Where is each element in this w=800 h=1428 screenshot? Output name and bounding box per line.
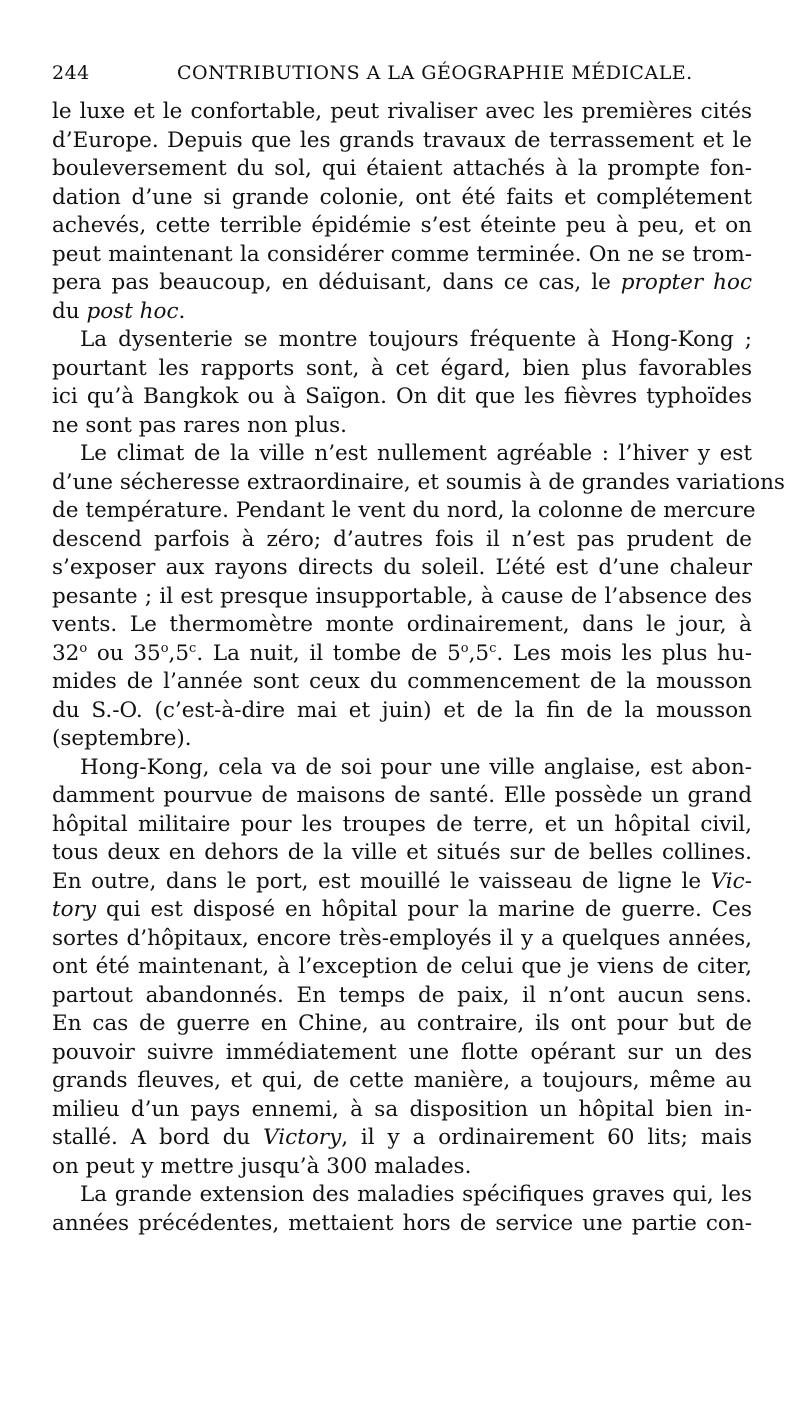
text-line xyxy=(52,782,752,811)
text-line xyxy=(52,953,752,982)
superscript: c xyxy=(189,640,197,656)
text-line xyxy=(52,383,752,412)
superscript: o xyxy=(79,640,88,656)
text-segment: Hong-Kong, cela va de soi pour une ville anglaise, est abon- xyxy=(80,754,752,780)
text-segment: milieu d’un pays ennemi, à sa disposition un hôpital bien in- xyxy=(52,1096,752,1122)
text-line xyxy=(52,1153,752,1182)
text-segment: grands fleuves, et qui, de cette manière, a toujours, même au xyxy=(52,1068,752,1093)
text-segment: partout abandonnés. En temps de paix, il n’ont aucun sens. xyxy=(52,982,752,1008)
text-segment: En cas de guerre en Chine, au contraire, ils ont pour but de xyxy=(52,1011,752,1036)
text-line xyxy=(52,184,752,213)
text-line xyxy=(52,269,752,298)
running-header xyxy=(52,62,747,92)
text-line xyxy=(52,1181,752,1210)
text-segment: bouleversement du sol, qui étaient attachés à la prompte fon- xyxy=(52,156,752,181)
superscript: c xyxy=(489,640,497,656)
text-line xyxy=(52,1096,752,1125)
italic-text: post hoc xyxy=(86,298,179,324)
text-segment: pera pas beaucoup, en déduisant, dans ce cas, le xyxy=(52,270,621,295)
text-line xyxy=(52,982,752,1011)
text-segment: du xyxy=(52,298,87,324)
superscript: o xyxy=(160,640,169,656)
italic-text: Victory xyxy=(263,1125,342,1150)
text-line xyxy=(52,98,752,127)
text-line xyxy=(52,611,752,640)
text-segment: Le climat de la ville n’est nullement agréable : l’hiver y est xyxy=(80,441,752,466)
text-line xyxy=(52,583,752,612)
text-segment: ou 35 xyxy=(87,640,161,666)
text-segment: d’Europe. Depuis que les grands travaux de terrassement et le xyxy=(52,127,752,153)
text-segment: , il y a ordinairement 60 lits; mais xyxy=(341,1125,752,1150)
text-line xyxy=(52,868,752,897)
text-line xyxy=(52,1010,752,1039)
text-segment: du S.-O. (c’est-à-dire mai et juin) et de la fin de la mousson xyxy=(52,697,752,723)
text-line xyxy=(52,668,752,697)
text-line xyxy=(52,1039,752,1068)
text-line xyxy=(52,212,752,241)
running-title: CONTRIBUTIONS A LA GÉOGRAPHIE MÉDICALE. xyxy=(177,62,693,84)
text-segment: damment pourvue de maisons de santé. Elle possède un grand xyxy=(52,783,752,808)
text-line xyxy=(52,554,752,583)
text-segment: tous deux en dehors de la ville et situés sur de belles collines. xyxy=(52,840,752,865)
text-line xyxy=(52,241,752,270)
text-segment: achevés, cette terrible épidémie s’est éteinte peu à peu, et on xyxy=(52,213,752,238)
text-segment: . xyxy=(178,298,186,324)
text-segment: (septembre). xyxy=(52,726,192,751)
text-segment: années précédentes, mettaient hors de service une partie con- xyxy=(52,1210,752,1236)
text-segment: s’exposer aux rayons directs du soleil. L’été est d’une chaleur xyxy=(52,555,752,580)
text-line xyxy=(52,469,785,498)
body-text xyxy=(52,98,785,1238)
text-segment: mides de l’année sont ceux du commencement de la mousson xyxy=(52,669,752,694)
text-line xyxy=(52,1067,752,1096)
text-line xyxy=(52,155,752,184)
text-segment: stallé. A bord du xyxy=(52,1125,264,1150)
text-segment: . La nuit, il tombe de 5 xyxy=(196,640,461,666)
text-line xyxy=(52,1124,752,1153)
text-segment: dation d’une si grande colonie, ont été faits et complétement xyxy=(52,184,752,210)
text-segment: on peut y mettre jusqu’à 300 malades. xyxy=(52,1153,472,1179)
text-line xyxy=(52,412,752,441)
text-segment: ,5 xyxy=(168,640,190,666)
text-segment: pesante ; il est presque insupportable, à cause de l’absence des xyxy=(52,583,752,609)
text-segment: d’une sécheresse extraordinaire, et soumis à de grandes variations xyxy=(52,469,785,495)
text-line xyxy=(52,355,752,384)
text-segment: La dysenterie se montre toujours fréquente à Hong-Kong ; xyxy=(80,327,752,352)
text-segment: La grande extension des maladies spécifiques graves qui, les xyxy=(80,1182,752,1207)
text-segment: ,5 xyxy=(468,640,490,666)
text-segment: sortes d’hôpitaux, encore très-employés il y a quelques années, xyxy=(52,925,752,951)
text-segment: pourtant les rapports sont, à cet égard, bien plus favorables xyxy=(52,355,752,381)
text-segment: pouvoir suivre immédiatement une flotte opérant sur un des xyxy=(52,1039,752,1065)
text-line xyxy=(52,697,752,726)
text-segment: peut maintenant la considérer comme terminée. On ne se trom- xyxy=(52,241,752,267)
italic-text: Vic- xyxy=(710,868,752,894)
text-segment: de température. Pendant le vent du nord, la colonne de mercure xyxy=(52,498,756,523)
italic-text: propter hoc xyxy=(620,270,752,295)
text-line xyxy=(52,754,752,783)
text-line xyxy=(52,127,752,156)
text-segment: . Les mois les plus hu- xyxy=(496,640,752,666)
text-segment: le luxe et le confortable, peut rivaliser avec les premières cités xyxy=(52,99,752,124)
text-segment: descend parfois à zéro; d’autres fois il n’est pas prudent de xyxy=(52,526,752,552)
text-line xyxy=(52,896,752,925)
text-line xyxy=(52,839,752,868)
italic-text: tory xyxy=(52,897,97,922)
text-line xyxy=(52,326,752,355)
text-line xyxy=(52,440,752,469)
text-segment: hôpital militaire pour les troupes de terre, et un hôpital civil, xyxy=(52,811,752,837)
text-segment: 32 xyxy=(52,640,80,666)
text-segment: qui est disposé en hôpital pour la marine de guerre. Ces xyxy=(96,897,752,922)
text-segment: En outre, dans le port, est mouillé le vaisseau de ligne le xyxy=(52,868,711,894)
text-line xyxy=(52,1210,752,1239)
text-line xyxy=(52,298,752,327)
text-segment: vents. Le thermomètre monte ordinairement, dans le jour, à xyxy=(52,612,752,637)
superscript: o xyxy=(460,640,469,656)
text-line xyxy=(52,526,752,555)
text-line xyxy=(52,725,752,754)
text-line xyxy=(52,811,752,840)
text-segment: ici qu’à Bangkok ou à Saïgon. On dit que les fièvres typhoïdes xyxy=(52,384,752,409)
page-number: 244 xyxy=(52,62,90,84)
text-line xyxy=(52,925,752,954)
text-segment: ont été maintenant, à l’exception de celui que je viens de citer, xyxy=(52,954,752,979)
text-line xyxy=(52,497,756,526)
text-line xyxy=(52,640,752,669)
text-segment: ne sont pas rares non plus. xyxy=(52,412,347,438)
